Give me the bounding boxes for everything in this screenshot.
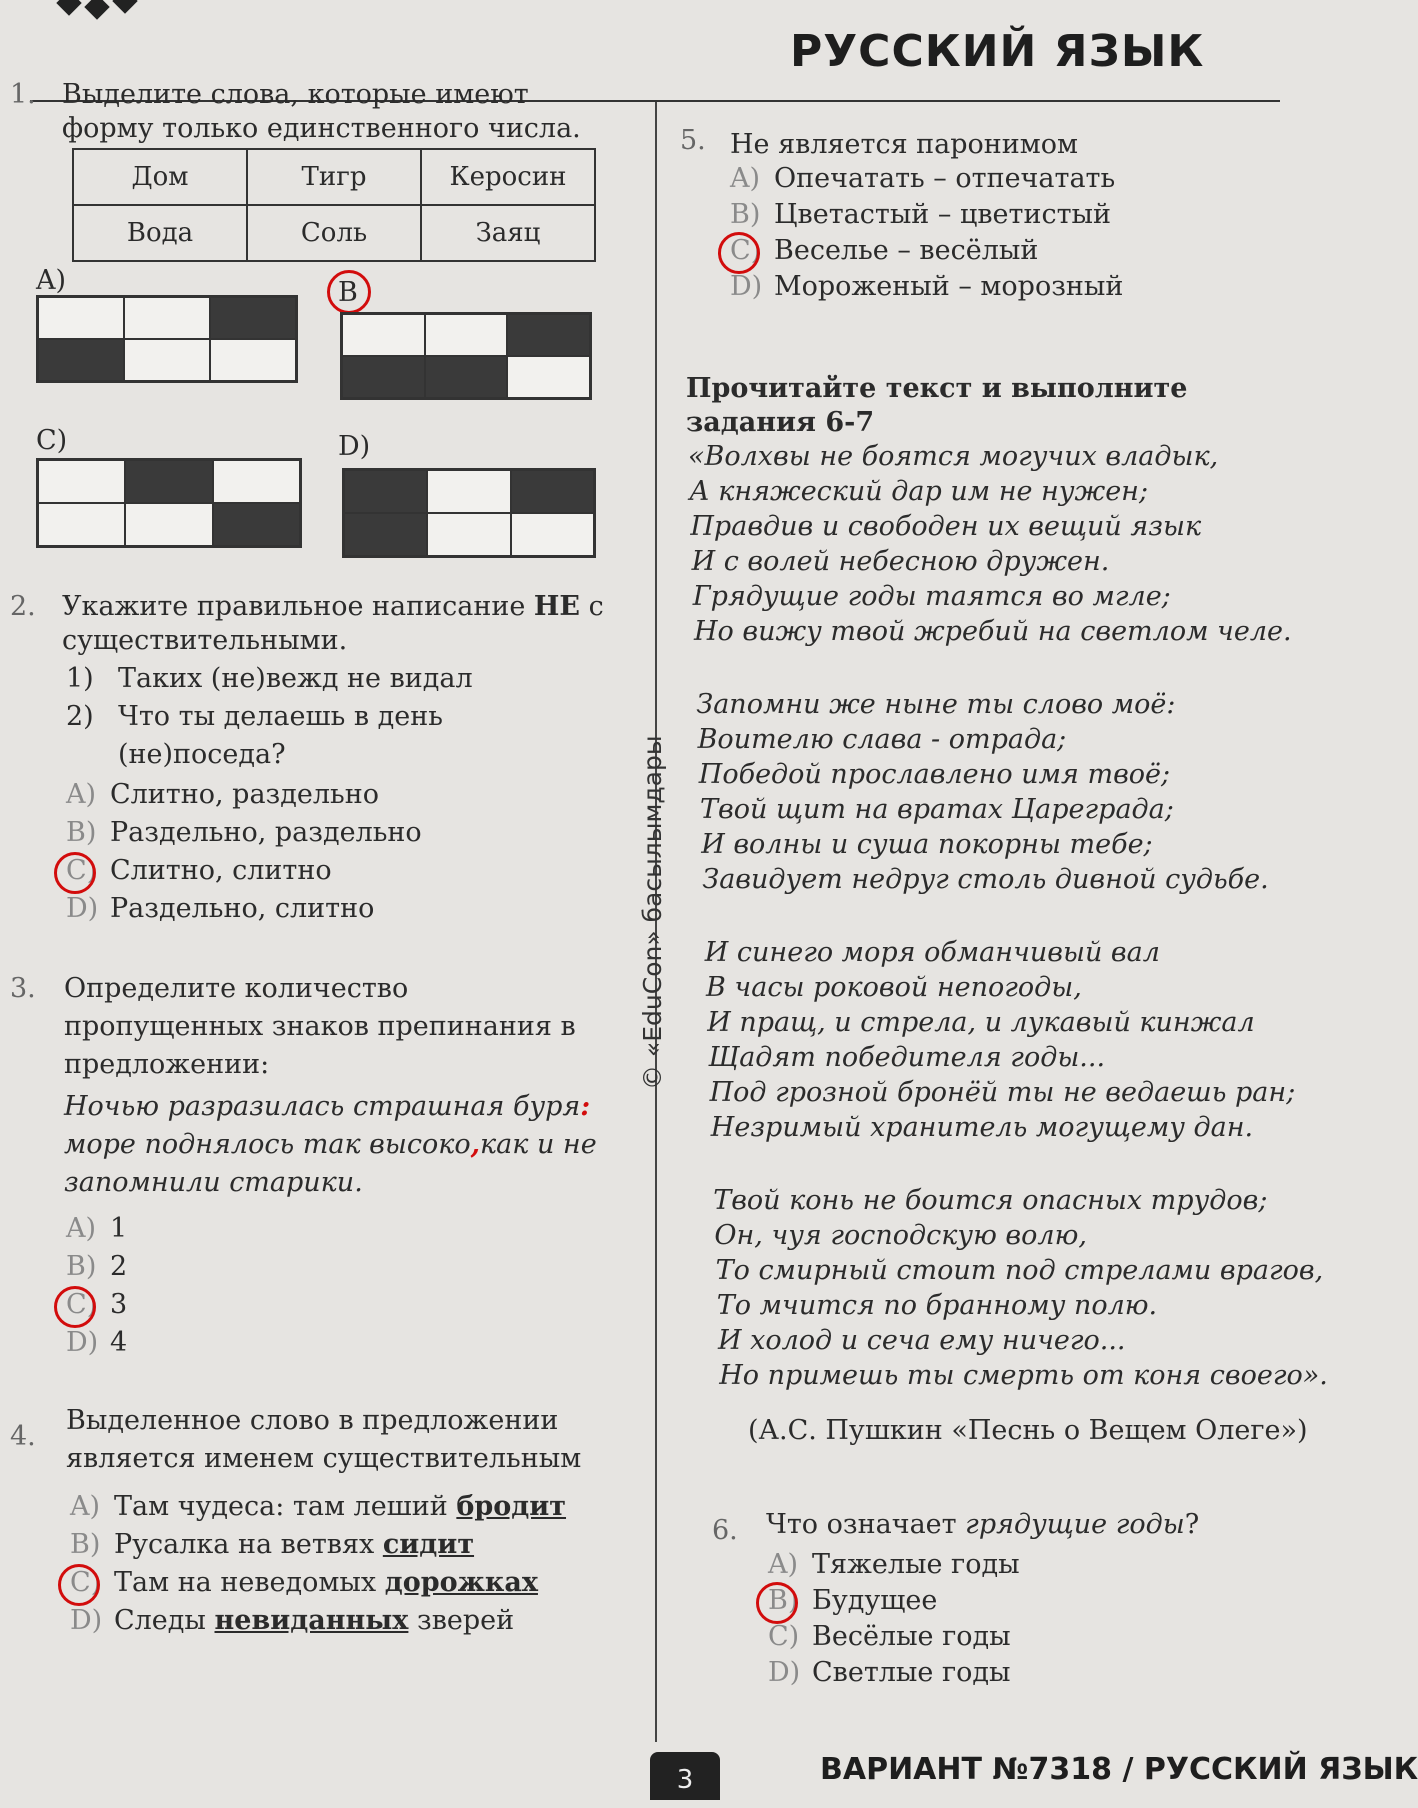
q3-sentence-line2: море поднялось так высоко,как и не	[64, 1129, 597, 1160]
option-letter: A)	[768, 1549, 799, 1580]
q3-number: 3.	[10, 973, 36, 1004]
grid-cell	[425, 356, 508, 398]
q2-sentence1-number: 1)	[66, 663, 94, 694]
q2-text-line1: Укажите правильное написание НЕ с	[62, 591, 604, 622]
option-text: Слитно, раздельно	[110, 779, 379, 810]
highlighted-word: сидит	[382, 1529, 475, 1560]
answer-circle	[756, 1582, 798, 1624]
poem-line: Твой щит на вратах Цареграда;	[700, 794, 1174, 825]
option-text: Раздельно, слитно	[110, 893, 375, 924]
q1-option-d-label: D)	[338, 431, 371, 462]
q2-sentence1: Таких (не)вежд не видал	[118, 663, 473, 694]
q3-text-line1: Определите количество	[64, 973, 409, 1004]
highlighted-word: невиданных	[214, 1605, 409, 1636]
answer-circle	[54, 852, 96, 894]
q1-words-table	[72, 148, 596, 262]
option-letter: C)	[66, 855, 98, 886]
q3-sentence-line1: Ночью разразилась страшная буря:	[64, 1091, 591, 1122]
poem-line: В часы роковой непогоды,	[706, 972, 1082, 1003]
option-text: Тяжелые годы	[812, 1549, 1020, 1580]
page-number: 3	[650, 1752, 720, 1800]
grid-cell	[210, 297, 296, 339]
grid-cell	[427, 470, 510, 513]
q5-option-a[interactable]	[730, 162, 1115, 196]
q6-option-d[interactable]	[768, 1656, 1011, 1690]
q1-grid-d[interactable]	[342, 468, 596, 558]
option-text: Раздельно, раздельно	[110, 817, 422, 848]
grid-cell	[38, 297, 124, 339]
grid-cell	[507, 314, 590, 356]
q1-option-b-label: B	[338, 277, 358, 308]
q2-sentence2-line2: (не)поседа?	[118, 739, 286, 770]
table-row	[73, 205, 595, 261]
option-letter: A)	[66, 1213, 97, 1244]
q1-text-line1: Выделите слова, которые имеют	[62, 79, 529, 110]
q4-option-a[interactable]	[70, 1490, 566, 1524]
answer-circle	[327, 270, 371, 314]
q6-option-a[interactable]	[768, 1548, 1020, 1582]
table-cell: Тигр	[247, 149, 421, 205]
poem-line: Но примешь ты смерть от коня своего».	[719, 1360, 1328, 1391]
reading-heading-line1: Прочитайте текст и выполните	[686, 373, 1188, 404]
poem-line: То смирный стоит под стрелами врагов,	[715, 1255, 1324, 1286]
option-letter: D)	[66, 893, 99, 924]
option-letter: A)	[70, 1491, 101, 1522]
q3-option-a[interactable]	[66, 1212, 127, 1246]
option-letter: B)	[768, 1585, 799, 1616]
option-letter: B)	[66, 1251, 97, 1282]
q6-text: Что означает грядущие годы?	[766, 1509, 1200, 1540]
answer-circle	[54, 1286, 96, 1328]
poem-line: Правдив и свободен их вещий язык	[690, 511, 1202, 542]
option-text: 3	[110, 1289, 128, 1320]
q2-sentence2-line1: Что ты делаешь в день	[118, 701, 443, 732]
option-letter: C)	[768, 1621, 800, 1652]
table-cell: Вода	[73, 205, 247, 261]
q2-text-line2: существительными.	[62, 625, 348, 656]
poem-line: Щадят победителя годы...	[708, 1042, 1106, 1073]
grid-cell	[125, 460, 212, 503]
q2-option-d[interactable]	[66, 892, 374, 926]
poem-line: Грядущие годы таятся во мгле;	[692, 581, 1171, 612]
option-text: Весёлые годы	[812, 1621, 1011, 1652]
grid-cell	[213, 460, 300, 503]
q4-number: 4.	[10, 1421, 36, 1452]
table-cell: Дом	[73, 149, 247, 205]
reading-heading-line2: задания 6-7	[686, 407, 875, 438]
q1-number: 1.	[10, 79, 36, 110]
highlighted-word: дорожках	[384, 1567, 538, 1598]
q3-text-line3: предложении:	[64, 1049, 270, 1080]
option-text: Веселье – весёлый	[774, 235, 1039, 266]
q5-option-b[interactable]	[730, 198, 1111, 232]
option-text: Русалка на ветвях	[114, 1529, 383, 1560]
q2-option-a[interactable]	[66, 778, 379, 812]
option-text: Цветастый – цветистый	[774, 199, 1111, 230]
poem-line: Запомни же ныне ты слово моё:	[696, 689, 1176, 720]
option-text-tail: зверей	[408, 1605, 515, 1636]
option-letter: B)	[730, 199, 761, 230]
poem-line: Он, чуя господскую волю,	[714, 1220, 1087, 1251]
grid-cell	[425, 314, 508, 356]
option-letter: C)	[730, 235, 762, 266]
option-text: Там чудеса: там леший	[114, 1491, 457, 1522]
poem-line: Незримый хранитель могущему дан.	[710, 1112, 1254, 1143]
q1-option-a-label: A)	[36, 265, 67, 296]
grid-cell	[210, 339, 296, 381]
poem-line: И с волей небесною дружен.	[691, 546, 1110, 577]
poem-line: И холод и сеча ему ничего...	[718, 1325, 1126, 1356]
poem-author: (А.С. Пушкин «Песнь о Вещем Олеге»)	[748, 1415, 1308, 1446]
grid-cell	[342, 314, 425, 356]
q2-option-c[interactable]	[66, 854, 332, 888]
grid-cell	[511, 470, 594, 513]
option-letter: D)	[730, 271, 763, 302]
q4-text-line2: является именем существительным	[66, 1443, 582, 1474]
option-text: Мороженый – морозный	[774, 271, 1124, 302]
grid-cell	[213, 503, 300, 546]
q4-text-line1: Выделенное слово в предложении	[66, 1405, 559, 1436]
grid-cell	[342, 356, 425, 398]
option-letter: B)	[66, 817, 97, 848]
option-letter: A)	[730, 163, 761, 194]
grid-cell	[507, 356, 590, 398]
q1-grid-b[interactable]	[340, 312, 592, 400]
option-text: 4	[110, 1327, 128, 1358]
option-letter: D)	[66, 1327, 99, 1358]
q1-grid-c[interactable]	[36, 458, 302, 548]
q2-sentence2-number: 2)	[66, 701, 94, 732]
option-letter: C)	[70, 1567, 102, 1598]
option-text: Опечатать – отпечатать	[774, 163, 1116, 194]
page-header-title: РУССКИЙ ЯЗЫК	[790, 26, 1205, 77]
option-letter: C)	[66, 1289, 98, 1320]
poem-line: И пращ, и стрела, и лукавый кинжал	[707, 1007, 1255, 1038]
option-text: Следы	[114, 1605, 215, 1636]
table-cell: Заяц	[421, 205, 595, 261]
poem-line: Под грозной бронёй ты не ведаешь ран;	[709, 1077, 1296, 1108]
poem-line: И волны и суша покорны тебе;	[701, 829, 1153, 860]
option-text: 1	[110, 1213, 128, 1244]
q5-text: Не является паронимом	[730, 129, 1079, 160]
q2-option-b[interactable]	[66, 816, 422, 850]
q5-number: 5.	[680, 125, 706, 156]
table-row	[73, 149, 595, 205]
grid-cell	[38, 460, 125, 503]
option-letter: D)	[768, 1657, 801, 1688]
q4-option-b[interactable]	[70, 1528, 474, 1562]
q1-option-c-label: C)	[36, 425, 68, 456]
poem-line: Твой конь не боится опасных трудов;	[713, 1185, 1268, 1216]
poem-line: «Волхвы не боятся могучих владык,	[688, 441, 1219, 472]
option-text: Будущее	[812, 1585, 938, 1616]
q3-text-line2: пропущенных знаков препинания в	[64, 1011, 576, 1042]
q3-option-d[interactable]	[66, 1326, 127, 1360]
grid-cell	[125, 503, 212, 546]
answer-circle	[58, 1564, 100, 1606]
poem-line: То мчится по бранному полю.	[716, 1290, 1158, 1321]
grid-cell	[511, 513, 594, 556]
grid-cell	[427, 513, 510, 556]
q1-grid-a[interactable]	[36, 295, 298, 383]
table-cell: Керосин	[421, 149, 595, 205]
option-letter: B)	[70, 1529, 101, 1560]
highlighted-word: бродит	[456, 1491, 567, 1522]
copyright-vertical: © «EduCon» басылымдары	[638, 735, 667, 1090]
q3-sentence-line3: запомнили старики.	[64, 1167, 363, 1198]
q6-number: 6.	[712, 1515, 738, 1546]
q5-option-c[interactable]	[730, 234, 1038, 268]
q4-option-c[interactable]	[70, 1566, 538, 1600]
q5-option-d[interactable]	[730, 270, 1123, 304]
grid-cell	[38, 503, 125, 546]
poem-line: Воителю слава - отрада;	[697, 724, 1067, 755]
option-text: Там на неведомых	[114, 1567, 385, 1598]
poem-line: Но вижу твой жребий на светлом челе.	[694, 616, 1292, 647]
grid-cell	[344, 513, 427, 556]
poem-line: А княжеский дар им не нужен;	[689, 476, 1149, 507]
grid-cell	[124, 339, 210, 381]
option-text: Слитно, слитно	[110, 855, 332, 886]
grid-cell	[124, 297, 210, 339]
grid-cell	[344, 470, 427, 513]
q6-option-c[interactable]	[768, 1620, 1011, 1654]
table-cell: Соль	[247, 205, 421, 261]
footer-variant: ВАРИАНТ №7318 / РУССКИЙ ЯЗЫК	[820, 1752, 1418, 1787]
poem-line: И синего моря обманчивый вал	[704, 937, 1160, 968]
option-text: Светлые годы	[812, 1657, 1011, 1688]
q1-text-line2: форму только единственного числа.	[62, 113, 581, 144]
answer-circle	[718, 232, 760, 274]
option-letter: D)	[70, 1605, 103, 1636]
q3-option-b[interactable]	[66, 1250, 127, 1284]
corner-ornament	[60, 0, 150, 30]
option-text: 2	[110, 1251, 128, 1282]
q4-option-d[interactable]	[70, 1604, 514, 1638]
poem-line: Победой прославлено имя твоё;	[698, 759, 1171, 790]
option-letter: A)	[66, 779, 97, 810]
grid-cell	[38, 339, 124, 381]
poem-line: Завидует недруг столь дивной судьбе.	[702, 864, 1269, 895]
q2-number: 2.	[10, 591, 36, 622]
